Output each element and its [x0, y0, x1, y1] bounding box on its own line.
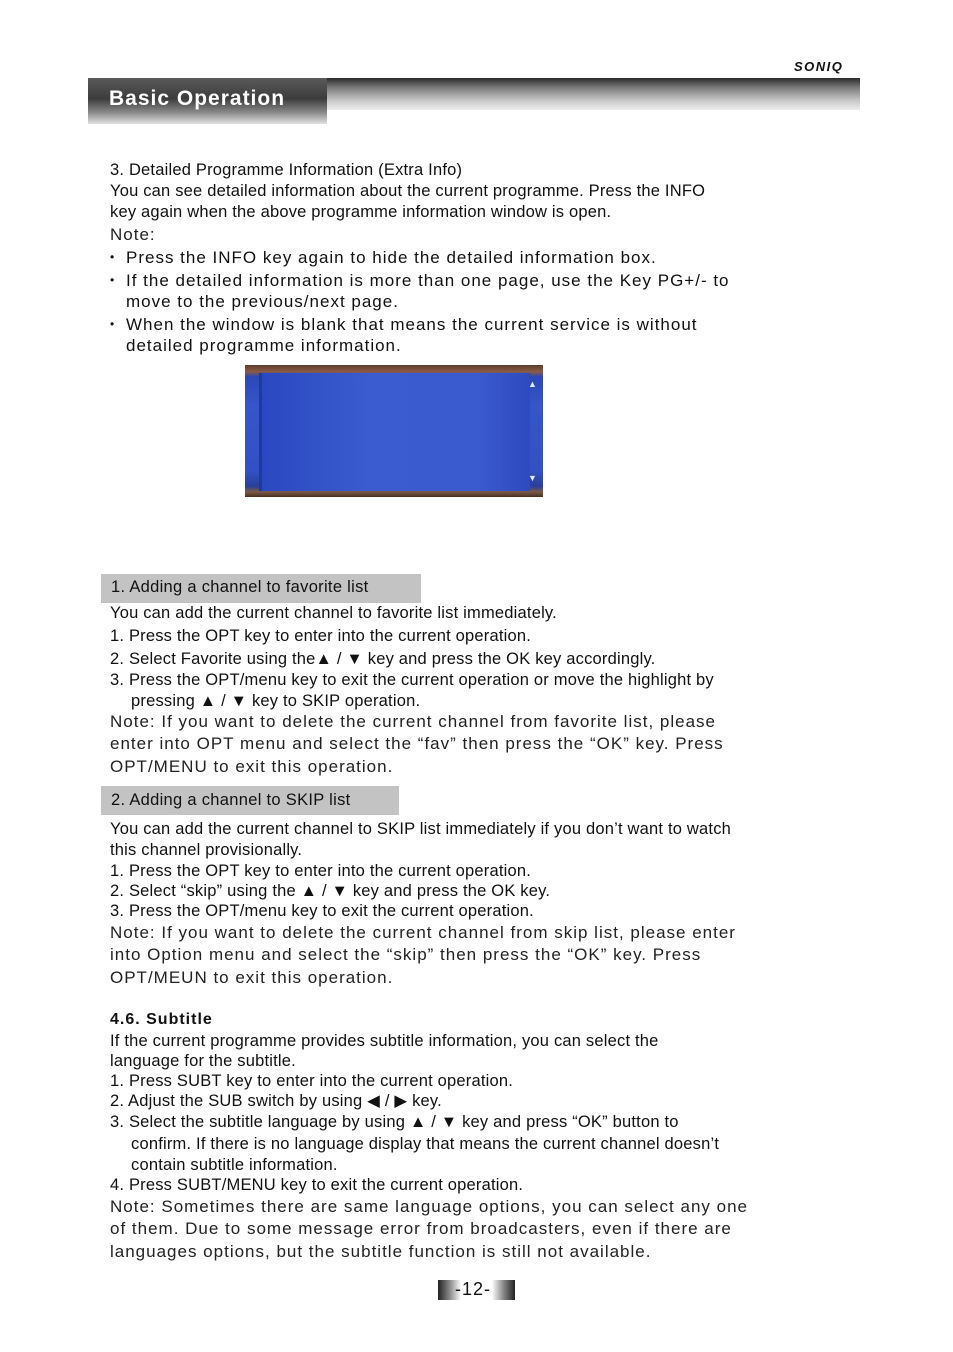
subtitle-step-3-cont-2: contain subtitle information. [131, 1156, 338, 1174]
extra-info-bullet-3: • When the window is blank that means the current service is without [110, 315, 698, 334]
skip-intro-2: this channel provisionally. [110, 841, 303, 859]
favorite-intro: You can add the current channel to favorite list immediately. [110, 604, 557, 622]
skip-note-3: OPT/MEUN to exit this operation. [110, 968, 394, 987]
extra-info-screen [245, 365, 543, 497]
subtitle-heading: 4.6. Subtitle [110, 1011, 213, 1028]
scroll-down-icon: ▼ [528, 473, 537, 483]
favorite-note-2: enter into OPT menu and select the “fav” then press the “OK” key. Press [110, 734, 724, 753]
favorite-note-3: OPT/MENU to exit this operation. [110, 757, 394, 776]
favorite-heading: 1. Adding a channel to favorite list [111, 578, 369, 596]
subtitle-step-1: 1. Press SUBT key to enter into the current operation. [110, 1072, 514, 1090]
favorite-note-1: Note: If you want to delete the current channel from favorite list, please [110, 712, 717, 731]
info-panel [259, 373, 530, 491]
skip-step-1: 1. Press the OPT key to enter into the current operation. [110, 862, 532, 880]
favorite-step-2: 2. Select Favorite using the▲ / ▼ key and press the OK key accordingly. [110, 650, 656, 668]
skip-step-3: 3. Press the OPT/menu key to exit the current operation. [110, 902, 534, 920]
skip-intro-1: You can add the current channel to SKIP list immediately if you don’t want to watch [110, 820, 732, 838]
subtitle-step-2: 2. Adjust the SUB switch by using ◀ / ▶ key. [110, 1092, 442, 1110]
subtitle-note-2: of them. Due to some message error from broadcasters, even if there are [110, 1219, 732, 1238]
subtitle-note-3: languages options, but the subtitle function is still not available. [110, 1242, 652, 1261]
skip-note-2: into Option menu and select the “skip” then press the “OK” key. Press [110, 945, 702, 964]
extra-info-line1: You can see detailed information about the current programme. Press the INFO [110, 182, 706, 200]
page-title: Basic Operation [109, 87, 286, 110]
page-number: -12- [455, 1279, 492, 1299]
bullet-text: When the window is blank that means the current service is without [126, 315, 698, 334]
subtitle-step-4: 4. Press SUBT/MENU key to exit the current operation. [110, 1176, 524, 1194]
extra-info-bullet-3-cont: detailed programme information. [126, 336, 402, 355]
skip-heading: 2. Adding a channel to SKIP list [111, 791, 351, 809]
subtitle-intro-1: If the current programme provides subtitle information, you can select the [110, 1032, 659, 1050]
extra-info-bullet-1: • Press the INFO key again to hide the detailed information box. [110, 248, 657, 267]
subtitle-step-3: 3. Select the subtitle language by using ▲ / ▼ key and press “OK” button to [110, 1113, 679, 1131]
favorite-step-3: 3. Press the OPT/menu key to exit the current operation or move the highlight by [110, 671, 714, 689]
skip-step-2: 2. Select “skip” using the ▲ / ▼ key and press the OK key. [110, 882, 551, 900]
skip-note-1: Note: If you want to delete the current channel from skip list, please enter [110, 923, 736, 942]
brand-logo: SONIQ [794, 59, 844, 74]
extra-info-bullet-2-cont: move to the previous/next page. [126, 292, 399, 311]
subtitle-intro-2: language for the subtitle. [110, 1052, 296, 1070]
bullet-text: Press the INFO key again to hide the detailed information box. [126, 248, 657, 267]
bullet-text: If the detailed information is more than one page, use the Key PG+/- to [126, 271, 730, 290]
scroll-up-icon: ▲ [528, 379, 537, 389]
favorite-step-1: 1. Press the OPT key to enter into the current operation. [110, 627, 532, 645]
subtitle-note-1: Note: Sometimes there are same language options, you can select any one [110, 1197, 749, 1216]
extra-info-bullet-2: • If the detailed information is more than one page, use the Key PG+/- to [110, 271, 730, 290]
favorite-step-3-cont: pressing ▲ / ▼ key to SKIP operation. [131, 692, 421, 710]
extra-info-note-label: Note: [110, 225, 156, 244]
extra-info-line2: key again when the above programme information window is open. [110, 203, 612, 221]
subtitle-step-3-cont-1: confirm. If there is no language display that means the current channel doesn’t [131, 1135, 720, 1153]
extra-info-title: 3. Detailed Programme Information (Extra Info) [110, 161, 463, 179]
